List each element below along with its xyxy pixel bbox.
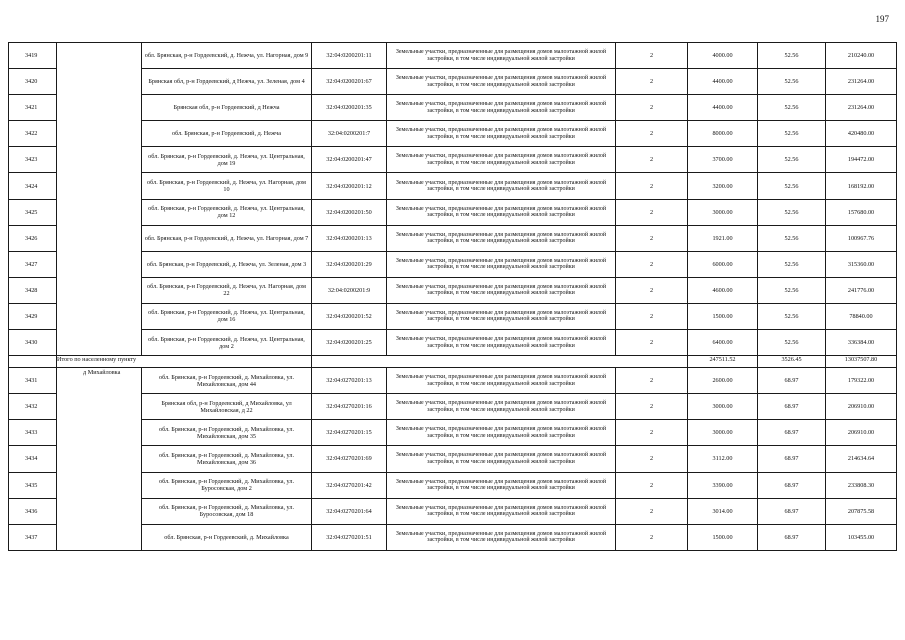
area-value: 4400.00 (688, 69, 758, 95)
land-register-table (8, 42, 897, 551)
purpose-text: Земельные участки, предназначенные для размещения домов малоэтажной жилой застройки, в том числе индивидуальной жилой застройки (395, 257, 607, 271)
summary-area: 247511.52 (688, 356, 758, 368)
area-value: 3000.00 (688, 199, 758, 225)
area-value: 3390.00 (688, 472, 758, 498)
cadastral-number: 32:04:0200201:7 (312, 121, 387, 147)
group-number: 2 (616, 199, 688, 225)
table-row (9, 368, 897, 394)
cadastral-number: 32:04:0200201:29 (312, 251, 387, 277)
row-number: 3421 (9, 95, 57, 121)
uprks-value: 68.97 (758, 472, 826, 498)
address-cell: обл. Брянская, р-н Гордеевский, д. Михайловка, ул. Михайловская, дом 36 (142, 446, 312, 472)
row-number: 3420 (9, 69, 57, 95)
cadastral-value: 207875.58 (826, 498, 897, 524)
cadastral-number: 32:04:0270201:69 (312, 446, 387, 472)
cadastral-value: 233808.30 (826, 472, 897, 498)
table-row (9, 95, 897, 121)
summary-row (9, 356, 897, 368)
cadastral-value: 179322.00 (826, 368, 897, 394)
group-number: 2 (616, 43, 688, 69)
table-row (9, 277, 897, 303)
cadastral-number: 32:04:0270201:42 (312, 472, 387, 498)
address-cell: обл. Брянская, р-н Гордеевский, д. Нежча, ул. Нагорная, дом 10 (142, 173, 312, 199)
group-number: 2 (616, 446, 688, 472)
address-cell: Брянская обл, р-н Гордеевский, д Михайловка, ул Михайловская, д 22 (142, 394, 312, 420)
cadastral-number: 32:04:0200201:25 (312, 330, 387, 356)
cadastral-value: 420480.00 (826, 121, 897, 147)
group-number: 2 (616, 121, 688, 147)
register-body (9, 43, 897, 551)
row-number: 3424 (9, 173, 57, 199)
cadastral-value: 214634.64 (826, 446, 897, 472)
purpose-text: Земельные участки, предназначенные для размещения домов малоэтажной жилой застройки, в том числе индивидуальной жилой застройки (395, 504, 607, 518)
address-cell: обл. Брянская, р-н Гордеевский, д. Михайловка, ул. Буросовская, дом 18 (142, 498, 312, 524)
cadastral-number: 32:04:0200201:11 (312, 43, 387, 69)
table-row (9, 147, 897, 173)
purpose-cell (387, 95, 616, 121)
address-cell: обл. Брянская, р-н Гордеевский, д. Нежча, ул. Нагорная, дом 22 (142, 277, 312, 303)
purpose-cell (387, 173, 616, 199)
uprks-value: 52.56 (758, 251, 826, 277)
table-row (9, 251, 897, 277)
purpose-cell (387, 330, 616, 356)
group-number: 2 (616, 251, 688, 277)
uprks-value: 52.56 (758, 330, 826, 356)
page-number: 197 (875, 14, 889, 24)
cadastral-number: 32:04:0270201:51 (312, 524, 387, 550)
area-value: 3112.00 (688, 446, 758, 472)
group-number: 2 (616, 173, 688, 199)
purpose-cell (387, 225, 616, 251)
row-number: 3431 (9, 368, 57, 394)
table-row (9, 472, 897, 498)
uprks-value: 52.56 (758, 173, 826, 199)
uprks-value: 52.56 (758, 277, 826, 303)
address-cell: обл. Брянская, р-н Гордеевский, д. Нежча, ул. Зеленая, дом 3 (142, 251, 312, 277)
purpose-cell (387, 69, 616, 95)
area-value: 1500.00 (688, 303, 758, 329)
row-number: 3436 (9, 498, 57, 524)
group-number: 2 (616, 524, 688, 550)
row-number: 3437 (9, 524, 57, 550)
group-number: 2 (616, 498, 688, 524)
address-cell: обл. Брянская, р-н Гордеевский, д. Нежча, ул. Центральная, дом 19 (142, 147, 312, 173)
cadastral-value: 206910.00 (826, 394, 897, 420)
purpose-cell (387, 147, 616, 173)
cadastral-value: 231264.00 (826, 69, 897, 95)
summary-uprks: 3526.45 (758, 356, 826, 368)
area-value: 3000.00 (688, 394, 758, 420)
row-number: 3426 (9, 225, 57, 251)
uprks-value: 52.56 (758, 303, 826, 329)
area-value: 1921.00 (688, 225, 758, 251)
cadastral-number: 32:04:0270201:13 (312, 368, 387, 394)
purpose-cell (387, 121, 616, 147)
uprks-value: 68.97 (758, 394, 826, 420)
group-number: 2 (616, 368, 688, 394)
cadastral-value: 78840.00 (826, 303, 897, 329)
purpose-text: Земельные участки, предназначенные для размещения домов малоэтажной жилой застройки, в том числе индивидуальной жилой застройки (395, 426, 607, 439)
row-number: 3419 (9, 43, 57, 69)
area-value: 4000.00 (688, 43, 758, 69)
address-cell: обл. Брянская, р-н Гордеевский, д. Нежча, ул. Нагорная, дом 9 (142, 43, 312, 69)
group-number: 2 (616, 277, 688, 303)
purpose-cell (387, 394, 616, 420)
address-cell: обл. Брянская, р-н Гордеевский, д. Нежча, ул. Нагорная, дом 7 (142, 225, 312, 251)
purpose-cell (387, 199, 616, 225)
area-value: 4600.00 (688, 277, 758, 303)
cadastral-value: 103455.00 (826, 524, 897, 550)
purpose-text: Земельные участки, предназначенные для размещения домов малоэтажной жилой застройки, в том числе индивидуальной жилой застройки (395, 49, 607, 62)
area-value: 3200.00 (688, 173, 758, 199)
group-number: 2 (616, 303, 688, 329)
purpose-text: Земельные участки, предназначенные для размещения домов малоэтажной жилой застройки, в том числе индивидуальной жилой застройки (395, 374, 607, 387)
area-value: 6400.00 (688, 330, 758, 356)
table-row (9, 69, 897, 95)
cadastral-number: 32:04:0200201:13 (312, 225, 387, 251)
purpose-text: Земельные участки, предназначенные для размещения домов малоэтажной жилой застройки, в том числе индивидуальной жилой застройки (395, 309, 607, 323)
cadastral-number: 32:04:0200201:47 (312, 147, 387, 173)
address-cell: обл. Брянская, р-н Гордеевский, д. Нежча, ул. Центральная, дом 12 (142, 199, 312, 225)
purpose-text: Земельные участки, предназначенные для размещения домов малоэтажной жилой застройки, в том числе индивидуальной жилой застройки (395, 336, 607, 349)
purpose-text: Земельные участки, предназначенные для размещения домов малоэтажной жилой застройки, в том числе индивидуальной жилой застройки (395, 101, 607, 114)
uprks-value: 52.56 (758, 69, 826, 95)
table-row (9, 420, 897, 446)
row-number: 3430 (9, 330, 57, 356)
cadastral-number: 32:04:0200201:67 (312, 69, 387, 95)
cadastral-number: 32:04:0200201:50 (312, 199, 387, 225)
area-value: 3700.00 (688, 147, 758, 173)
table-row (9, 524, 897, 550)
purpose-text: Земельные участки, предназначенные для размещения домов малоэтажной жилой застройки, в том числе индивидуальной жилой застройки (395, 179, 607, 193)
purpose-cell (387, 277, 616, 303)
group-number: 2 (616, 330, 688, 356)
uprks-value: 52.56 (758, 225, 826, 251)
table-row (9, 446, 897, 472)
area-value: 8000.00 (688, 121, 758, 147)
uprks-value: 68.97 (758, 446, 826, 472)
uprks-value: 52.56 (758, 147, 826, 173)
row-number: 3433 (9, 420, 57, 446)
purpose-text: Земельные участки, предназначенные для размещения домов малоэтажной жилой застройки, в том числе индивидуальной жилой застройки (395, 127, 607, 140)
uprks-value: 52.56 (758, 121, 826, 147)
cadastral-number: 32:04:0270201:15 (312, 420, 387, 446)
purpose-text: Земельные участки, предназначенные для размещения домов малоэтажной жилой застройки, в том числе индивидуальной жилой застройки (395, 452, 607, 465)
area-value: 1500.00 (688, 524, 758, 550)
table-row (9, 330, 897, 356)
cadastral-value: 100967.76 (826, 225, 897, 251)
row-number: 3428 (9, 277, 57, 303)
area-value: 3014.00 (688, 498, 758, 524)
area-value: 6000.00 (688, 251, 758, 277)
cadastral-value: 194472.00 (826, 147, 897, 173)
row-number: 3434 (9, 446, 57, 472)
uprks-value: 68.97 (758, 498, 826, 524)
purpose-text: Земельные участки, предназначенные для размещения домов малоэтажной жилой застройки, в том числе индивидуальной жилой застройки (395, 478, 607, 492)
group-number: 2 (616, 472, 688, 498)
table-row (9, 225, 897, 251)
purpose-text: Земельные участки, предназначенные для размещения домов малоэтажной жилой застройки, в том числе индивидуальной жилой застройки (395, 205, 607, 219)
cadastral-number: 32:04:0270201:64 (312, 498, 387, 524)
address-cell: обл. Брянская, р-н Гордеевский, д. Михайловка, ул. Михайловская, дом 44 (142, 368, 312, 394)
summary-value: 13037507.80 (826, 356, 897, 368)
table-row (9, 199, 897, 225)
area-value: 4400.00 (688, 95, 758, 121)
settlement-name: д Михайловка (57, 368, 142, 551)
table-row (9, 498, 897, 524)
cadastral-value: 168192.00 (826, 173, 897, 199)
group-number: 2 (616, 95, 688, 121)
purpose-cell (387, 368, 616, 394)
row-number: 3422 (9, 121, 57, 147)
row-number: 3435 (9, 472, 57, 498)
table-row (9, 173, 897, 199)
row-number: 3432 (9, 394, 57, 420)
purpose-text: Земельные участки, предназначенные для размещения домов малоэтажной жилой застройки, в том числе индивидуальной жилой застройки (395, 231, 607, 245)
uprks-value: 52.56 (758, 43, 826, 69)
summary-blank (9, 356, 57, 368)
table-row (9, 394, 897, 420)
cadastral-value: 315360.00 (826, 251, 897, 277)
purpose-cell (387, 446, 616, 472)
address-cell: обл. Брянская, р-н Гордеевский, д. Нежча (142, 121, 312, 147)
cadastral-value: 210240.00 (826, 43, 897, 69)
address-cell: обл. Брянская, р-н Гордеевский, д. Нежча, ул. Центральная, дом 16 (142, 303, 312, 329)
uprks-value: 52.56 (758, 95, 826, 121)
cadastral-value: 336384.00 (826, 330, 897, 356)
group-number: 2 (616, 69, 688, 95)
cadastral-number: 32:04:0200201:12 (312, 173, 387, 199)
uprks-value: 52.56 (758, 199, 826, 225)
cadastral-number: 32:04:0200201:52 (312, 303, 387, 329)
row-number: 3429 (9, 303, 57, 329)
row-number: 3425 (9, 199, 57, 225)
purpose-cell (387, 43, 616, 69)
cadastral-number: 32:04:0270201:16 (312, 394, 387, 420)
purpose-text: Земельные участки, предназначенные для размещения домов малоэтажной жилой застройки, в том числе индивидуальной жилой застройки (395, 283, 607, 297)
purpose-cell (387, 524, 616, 550)
address-cell: обл. Брянская, р-н Гордеевский, д. Михайловка, ул. Михайловская, дом 35 (142, 420, 312, 446)
address-cell: Брянская обл, р-н Гордеевский, д Нежча, ул. Зеленая, дом 4 (142, 69, 312, 95)
uprks-value: 68.97 (758, 368, 826, 394)
table-row (9, 303, 897, 329)
group-number: 2 (616, 225, 688, 251)
address-cell: обл. Брянская, р-н Гордеевский, д. Михайловка, ул. Буросовская, дом 2 (142, 472, 312, 498)
cadastral-value: 241776.00 (826, 277, 897, 303)
purpose-cell (387, 251, 616, 277)
address-cell: обл. Брянская, р-н Гордеевский, д. Михайловка (142, 524, 312, 550)
cadastral-value: 231264.00 (826, 95, 897, 121)
purpose-text: Земельные участки, предназначенные для размещения домов малоэтажной жилой застройки, в том числе индивидуальной жилой застройки (395, 153, 607, 166)
purpose-text: Земельные участки, предназначенные для размещения домов малоэтажной жилой застройки, в том числе индивидуальной жилой застройки (395, 75, 607, 88)
uprks-value: 68.97 (758, 524, 826, 550)
purpose-text: Земельные участки, предназначенные для размещения домов малоэтажной жилой застройки, в том числе индивидуальной жилой застройки (395, 530, 607, 544)
purpose-cell (387, 472, 616, 498)
purpose-cell (387, 420, 616, 446)
table-row (9, 121, 897, 147)
area-value: 3000.00 (688, 420, 758, 446)
cadastral-number: 32:04:0200201:35 (312, 95, 387, 121)
cadastral-value: 206910.00 (826, 420, 897, 446)
summary-label: Итого по населенному пункту (57, 356, 312, 368)
group-number: 2 (616, 420, 688, 446)
purpose-text: Земельные участки, предназначенные для размещения домов малоэтажной жилой застройки, в том числе индивидуальной жилой застройки (395, 400, 607, 413)
summary-blank (312, 356, 688, 368)
row-number: 3427 (9, 251, 57, 277)
uprks-value: 68.97 (758, 420, 826, 446)
purpose-cell (387, 303, 616, 329)
settlement-cell-empty (57, 43, 142, 356)
group-number: 2 (616, 147, 688, 173)
address-cell: обл. Брянская, р-н Гордеевский, д. Нежча, ул. Центральная, дом 2 (142, 330, 312, 356)
cadastral-value: 157680.00 (826, 199, 897, 225)
address-cell: Брянская обл, р-н Гордеевский, д Нежча (142, 95, 312, 121)
cadastral-number: 32:04:0200201:9 (312, 277, 387, 303)
area-value: 2600.00 (688, 368, 758, 394)
group-number: 2 (616, 394, 688, 420)
table-row (9, 43, 897, 69)
purpose-cell (387, 498, 616, 524)
row-number: 3423 (9, 147, 57, 173)
